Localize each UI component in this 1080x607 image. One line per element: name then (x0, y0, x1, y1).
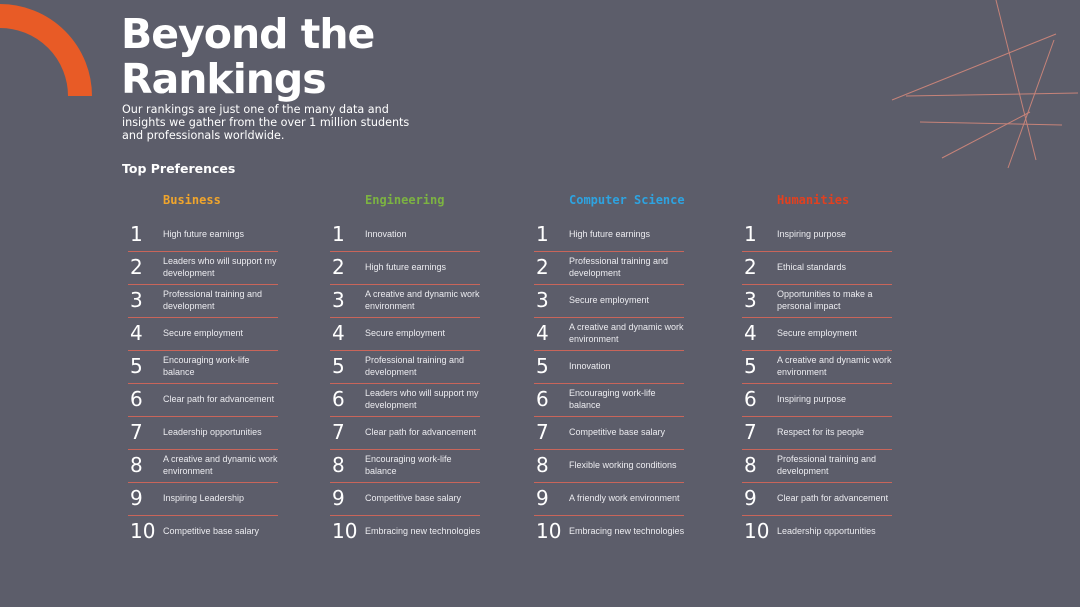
preference-label: High future earnings (365, 262, 447, 272)
preference-label: Leaders who will support my development (365, 388, 479, 410)
list-item (128, 217, 278, 252)
column-heading: Humanities (777, 193, 850, 207)
rank-number: 1 (130, 222, 143, 246)
column-heading: Business (163, 193, 221, 207)
rank-number: 7 (536, 420, 549, 444)
list-item (534, 250, 684, 285)
rank-number: 1 (332, 222, 345, 246)
preference-label: Ethical standards (777, 262, 847, 272)
rank-number: 7 (744, 420, 757, 444)
preference-label: Secure employment (365, 328, 446, 338)
list-item (534, 481, 684, 516)
preference-label: Embracing new technologies (365, 526, 481, 536)
list-item (330, 382, 480, 417)
rank-number: 1 (744, 222, 757, 246)
rank-number: 8 (332, 453, 345, 477)
list-item (742, 349, 892, 384)
preference-label: A creative and dynamic work environment (163, 454, 278, 476)
preference-label: Professional training and development (365, 355, 465, 377)
top-preferences-heading: Top Preferences (122, 161, 236, 176)
rank-number: 4 (130, 321, 143, 345)
rank-number: 10 (744, 519, 770, 543)
list-item (330, 481, 480, 516)
rank-number: 8 (130, 453, 143, 477)
preference-label: Clear path for advancement (365, 427, 477, 437)
preference-label: Clear path for advancement (777, 493, 889, 503)
intro-text: Our rankings are just one of the many data and insights we gather from the over 1 million students and professionals worldwide. (122, 103, 410, 142)
rank-number: 6 (744, 387, 757, 411)
rank-number: 3 (536, 288, 549, 312)
rank-number: 4 (332, 321, 345, 345)
preference-label: Encouraging work-life balance (365, 454, 452, 476)
preference-label: Leaders who will support my development (163, 256, 277, 278)
rank-number: 2 (744, 255, 757, 279)
title-line-1: Beyond the (121, 10, 375, 58)
title-line-2: Rankings (121, 55, 326, 103)
list-item (534, 382, 684, 417)
column-heading: Computer Science (569, 193, 685, 207)
rank-number: 7 (130, 420, 143, 444)
preference-label: A creative and dynamic work environment (365, 289, 480, 311)
preference-label: Secure employment (777, 328, 858, 338)
page-title (121, 12, 374, 102)
rank-number: 9 (332, 486, 345, 510)
list-item (742, 316, 892, 351)
rank-number: 5 (332, 354, 345, 378)
list-item (128, 448, 278, 483)
preference-label: Inspiring Leadership (163, 493, 245, 503)
list-item (742, 250, 892, 285)
preference-label: Inspiring purpose (777, 229, 847, 239)
list-item (742, 382, 892, 417)
preference-label: Secure employment (569, 295, 650, 305)
rank-number: 8 (744, 453, 757, 477)
rank-number: 1 (536, 222, 549, 246)
preference-label: Professional training and development (163, 289, 263, 311)
rank-number: 4 (536, 321, 549, 345)
preference-label: Innovation (365, 229, 407, 239)
list-item (128, 316, 278, 351)
list-item (330, 250, 480, 285)
line-sketch-decoration (880, 0, 1080, 180)
list-item (742, 415, 892, 450)
rank-number: 3 (332, 288, 345, 312)
list-item (534, 415, 684, 450)
preference-label: A creative and dynamic work environment (777, 355, 892, 377)
list-item (330, 448, 480, 483)
list-item (534, 217, 684, 252)
preference-label: Inspiring purpose (777, 394, 847, 404)
rank-number: 6 (332, 387, 345, 411)
orange-arc-decoration (0, 0, 100, 100)
preference-label: Respect for its people (777, 427, 865, 437)
rank-number: 10 (536, 519, 562, 543)
preference-label: Professional training and development (569, 256, 669, 278)
preference-label: Clear path for advancement (163, 394, 275, 404)
list-item (330, 217, 480, 252)
rank-number: 5 (536, 354, 549, 378)
rank-number: 5 (744, 354, 757, 378)
rank-number: 3 (130, 288, 143, 312)
preference-label: High future earnings (163, 229, 245, 239)
list-item (742, 514, 892, 548)
preference-label: Secure employment (163, 328, 244, 338)
preference-label: Encouraging work-life balance (163, 355, 250, 377)
list-item (742, 283, 892, 318)
preference-label: Embracing new technologies (569, 526, 685, 536)
rank-number: 9 (130, 486, 143, 510)
column-heading: Engineering (365, 193, 445, 207)
preference-label: Competitive base salary (365, 493, 462, 503)
preference-label: A friendly work environment (569, 493, 680, 503)
list-item (128, 514, 278, 548)
rank-number: 8 (536, 453, 549, 477)
list-item (128, 481, 278, 516)
list-item (742, 481, 892, 516)
list-item (128, 382, 278, 417)
rank-number: 2 (536, 255, 549, 279)
list-item (128, 250, 278, 285)
list-item (742, 217, 892, 252)
list-item (128, 415, 278, 450)
rank-number: 6 (536, 387, 549, 411)
rank-number: 10 (332, 519, 358, 543)
preference-label: A creative and dynamic work environment (569, 322, 684, 344)
list-item (534, 283, 684, 318)
preference-label: Encouraging work-life balance (569, 388, 656, 410)
list-item (742, 448, 892, 483)
rank-number: 7 (332, 420, 345, 444)
preference-label: Innovation (569, 361, 611, 371)
list-item (330, 415, 480, 450)
preference-label: Competitive base salary (569, 427, 666, 437)
preference-label: Competitive base salary (163, 526, 260, 536)
rank-number: 2 (130, 255, 143, 279)
preference-label: High future earnings (569, 229, 651, 239)
list-item (534, 316, 684, 351)
rank-number: 5 (130, 354, 143, 378)
preference-label: Opportunities to make a personal impact (777, 289, 873, 311)
rank-number: 4 (744, 321, 757, 345)
list-item (534, 514, 684, 548)
preference-label: Leadership opportunities (777, 526, 876, 536)
list-item (534, 349, 684, 384)
preference-label: Professional training and development (777, 454, 877, 476)
preference-label: Leadership opportunities (163, 427, 262, 437)
rank-number: 2 (332, 255, 345, 279)
rank-number: 9 (536, 486, 549, 510)
preference-label: Flexible working conditions (569, 460, 677, 470)
rank-number: 9 (744, 486, 757, 510)
list-item (128, 283, 278, 318)
list-item (330, 514, 480, 548)
list-item (330, 283, 480, 318)
list-item (128, 349, 278, 384)
rank-number: 6 (130, 387, 143, 411)
rank-number: 10 (130, 519, 156, 543)
rank-number: 3 (744, 288, 757, 312)
list-item (330, 316, 480, 351)
list-item (534, 448, 684, 483)
list-item (330, 349, 480, 384)
